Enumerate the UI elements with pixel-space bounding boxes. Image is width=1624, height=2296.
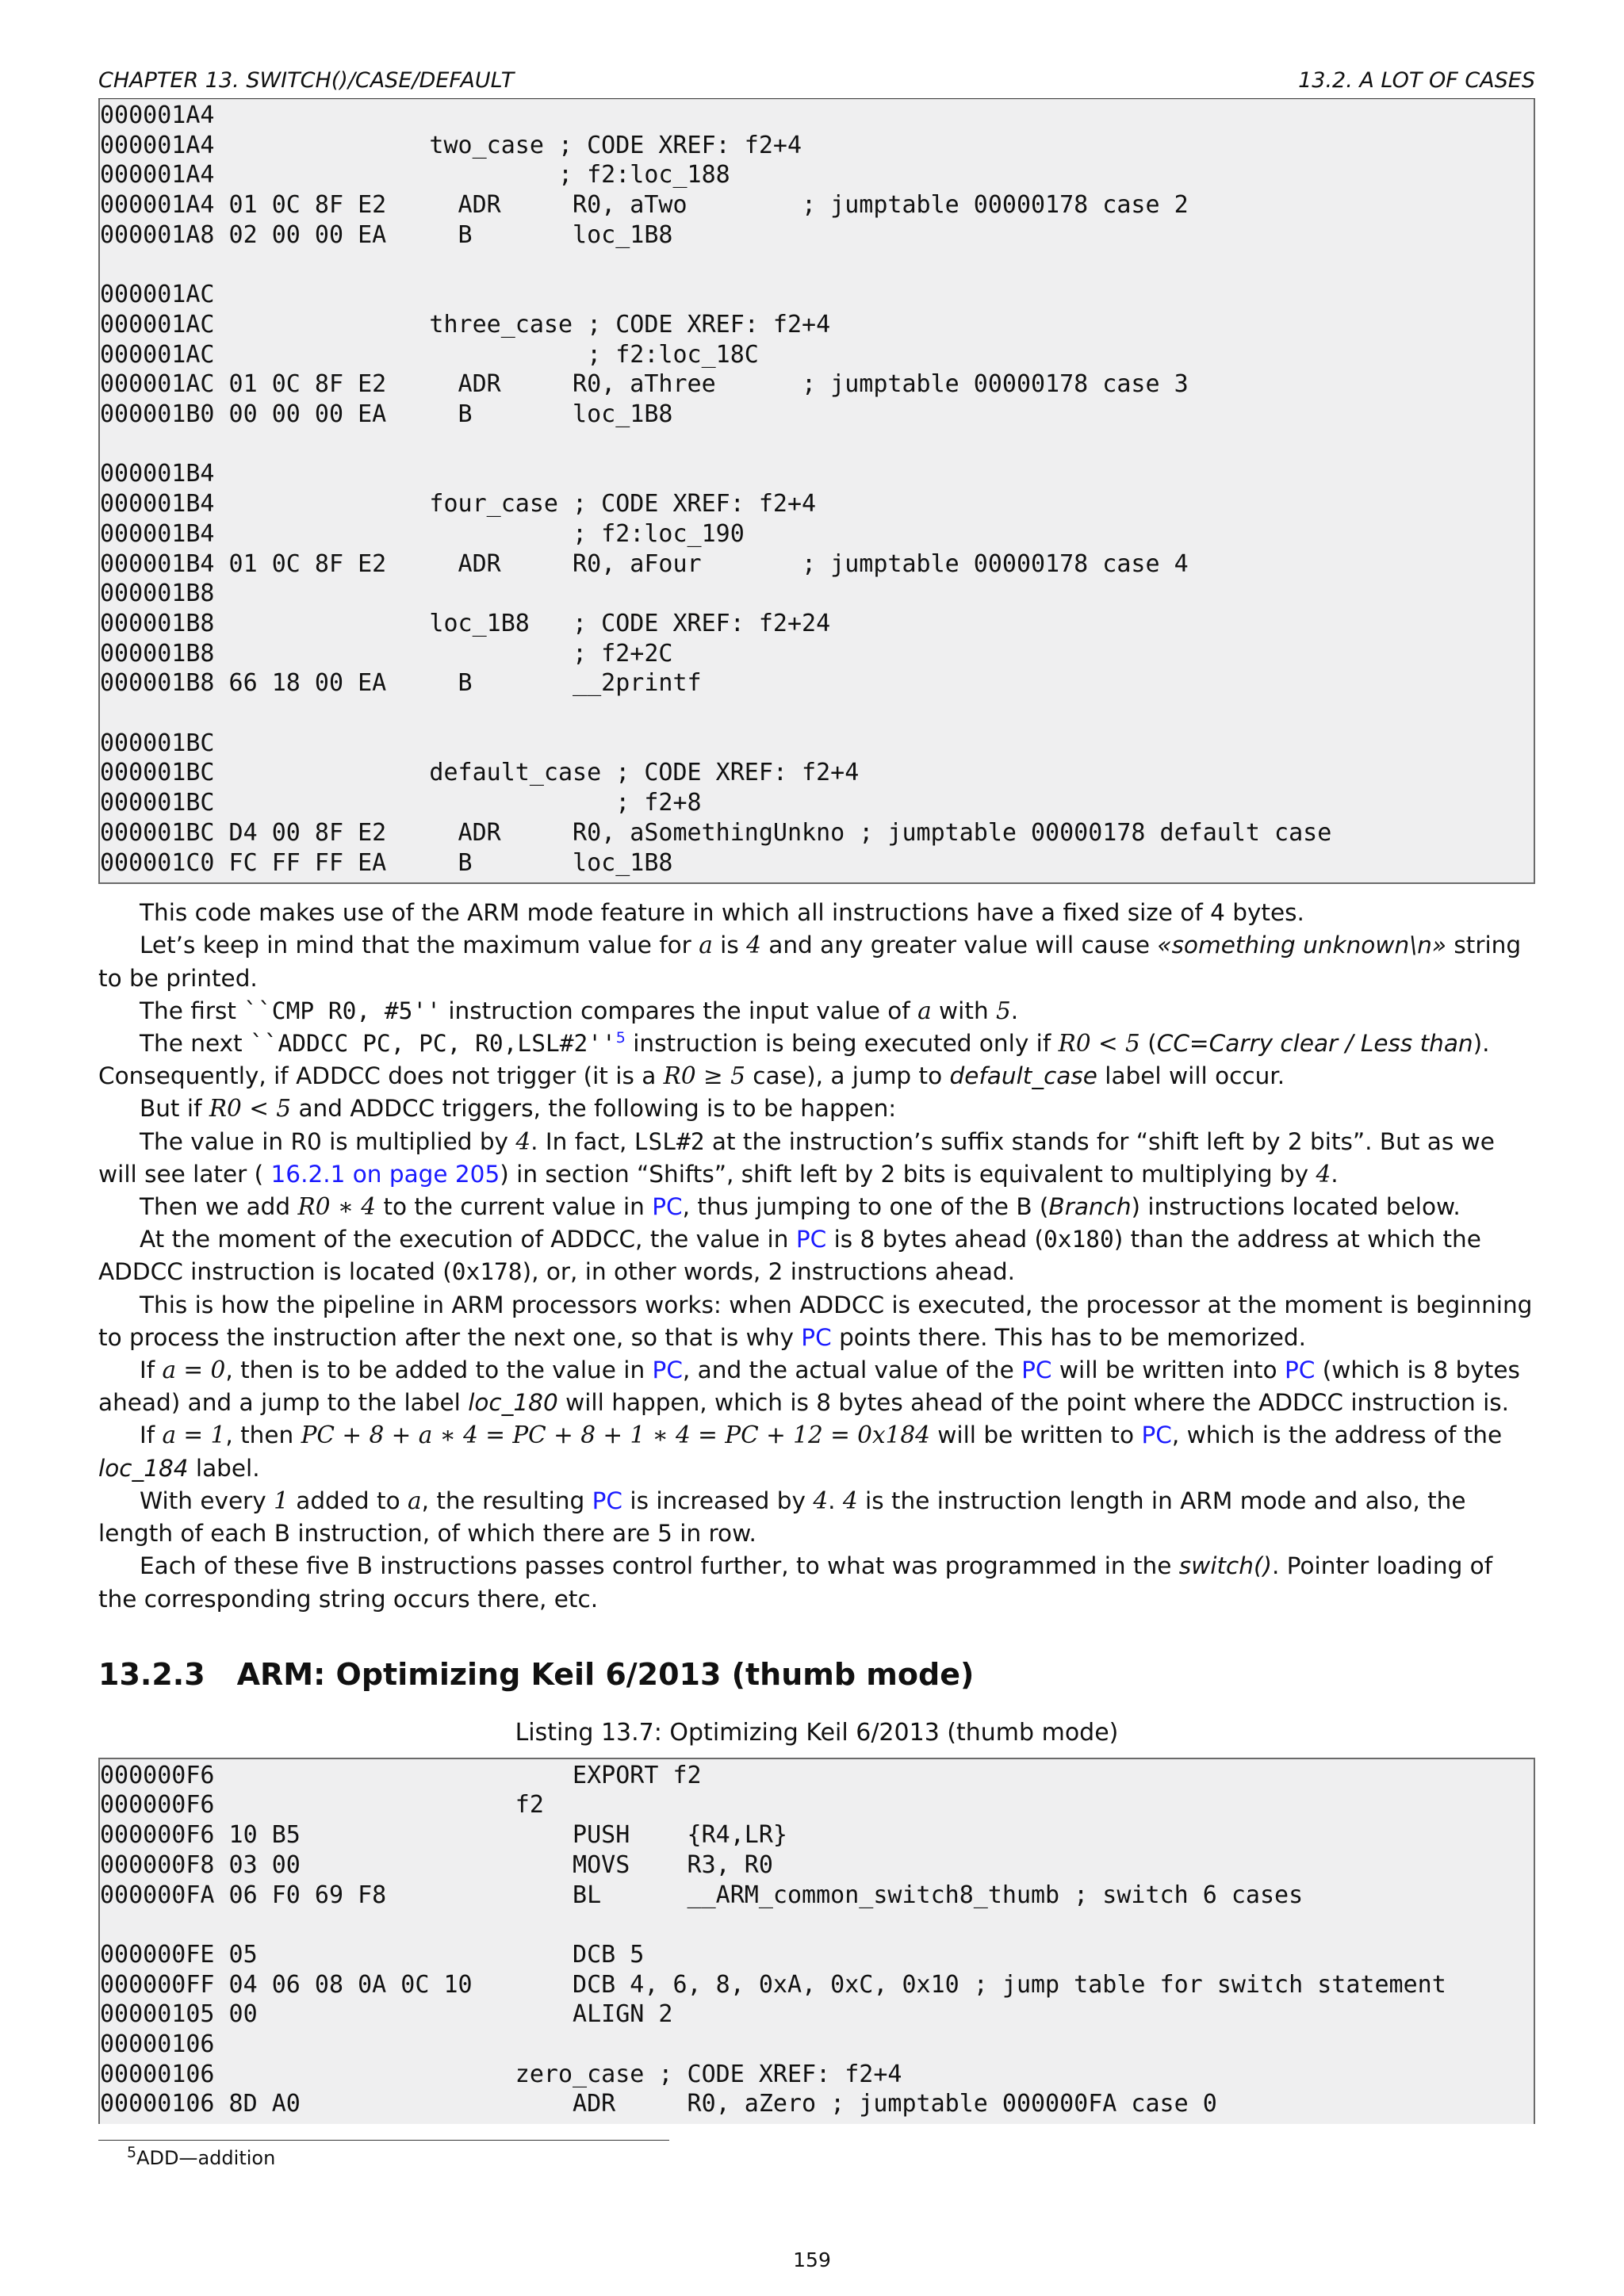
math-variable: a — [699, 932, 713, 959]
math-expression: R0 ≥ 5 — [663, 1062, 745, 1090]
text-run: ) than the address at which the ADDCC instruction is located ( — [98, 1226, 1481, 1286]
math-expression: PC + 8 + a ∗ 4 = PC + 8 + 1 ∗ 4 = PC + 12 = 0x184 — [301, 1422, 930, 1449]
text-run: with — [931, 997, 997, 1024]
code-line: 000000F6 EXPORT f2 — [100, 1761, 702, 1789]
paragraph — [98, 995, 1535, 1027]
section-title: ARM: Optimizing Keil 6/2013 (thumb mode) — [236, 1656, 975, 1692]
text-run: , thus jumping to one of the B ( — [682, 1193, 1049, 1221]
code-line: 000001B8 ; f2+2C — [100, 639, 673, 668]
text-run: at the instruction’s suffix stands for “shift left by 2 bits”. But as we will see later ( — [98, 1127, 1495, 1188]
footnote-mark: 5 — [127, 2144, 137, 2162]
inline-code: ``CMP R0, #5'' — [243, 997, 441, 1024]
glossary-link-pc[interactable]: PC — [652, 1193, 683, 1221]
code-line: 000001BC D4 00 8F E2 ADR R0, aSomethingUnkno ; jumptable 00000178 default case — [100, 818, 1332, 847]
section-heading — [98, 1657, 1535, 1692]
text-run: is — [712, 932, 747, 959]
paragraph — [98, 929, 1535, 994]
cross-reference-link[interactable]: 16.2.1 on page 205 — [270, 1160, 500, 1188]
listing-caption: Listing 13.7: Optimizing Keil 6/2013 (thumb mode) — [515, 1718, 1119, 1747]
emphasis: loc_184 — [98, 1454, 189, 1482]
footnote-text: ADD—addition — [136, 2147, 276, 2170]
code-line: 000001B8 66 18 00 EA B __2printf — [100, 669, 702, 698]
paragraph — [98, 1191, 1535, 1223]
emphasis: loc_180 — [468, 1389, 558, 1417]
text-run: ) instructions located below. — [1131, 1193, 1461, 1221]
text-run: will happen, which is 8 bytes ahead of the point where the ADDCC instruction is. — [557, 1389, 1510, 1417]
text-run: string to be printed. — [98, 932, 1522, 992]
text-run: But if — [140, 1095, 209, 1123]
code-line: 00000106 zero_case ; CODE XREF: f2+4 — [100, 2060, 902, 2088]
text-run: The next — [140, 1030, 250, 1058]
paragraph — [98, 1126, 1535, 1191]
text-run: This is how the pipeline in ARM processors works: when ADDCC is executed, the processor at the moment is beginning to process the instruction after the next one, so that is why — [98, 1291, 1533, 1351]
text-run: . — [1331, 1160, 1339, 1188]
glossary-link-pc[interactable]: PC — [1021, 1357, 1052, 1384]
page-number: 159 — [793, 2248, 831, 2271]
running-header — [98, 67, 1535, 99]
text-run: added to — [288, 1487, 408, 1514]
math-number: 4 — [746, 932, 761, 959]
code-line: 000000F6 f2 — [100, 1791, 544, 1820]
text-run: If — [140, 1357, 163, 1384]
math-expression: a = 0 — [162, 1357, 226, 1384]
code-line: 000001B8 loc_1B8 ; CODE XREF: f2+24 — [100, 609, 831, 637]
paragraph — [98, 1093, 1535, 1125]
text-run: , the resulting — [421, 1487, 592, 1514]
paragraph — [98, 1550, 1535, 1615]
code-line: 000001B4 — [100, 460, 215, 488]
math-expression: R0 < 5 — [1058, 1030, 1140, 1058]
emphasis: CC=Carry clear / Less than — [1156, 1030, 1473, 1058]
code-listing-arm — [98, 99, 1535, 884]
inline-code: 0x180 — [1043, 1226, 1114, 1253]
text-run: label. — [188, 1454, 260, 1482]
text-run: Each of these five B instructions passes control further, to what was programmed in the — [140, 1552, 1179, 1580]
code-line: 000000F8 03 00 MOVS R3, R0 — [100, 1850, 773, 1879]
text-run: The value in R0 is multiplied by — [140, 1127, 516, 1155]
emphasis: «something unknown\n» — [1157, 932, 1447, 959]
text-run: The first — [140, 997, 244, 1024]
glossary-link-pc[interactable]: PC — [801, 1323, 832, 1351]
text-run: (which is 8 bytes ahead) and a jump to the label — [98, 1357, 1520, 1417]
math-number: 4 — [813, 1487, 829, 1514]
text-run: will be written to — [929, 1422, 1142, 1449]
paragraph — [98, 1485, 1535, 1550]
text-run: ) in section “Shifts”, shift left by 2 bits is equivalent to multiplying by — [500, 1160, 1316, 1188]
text-run: . In fact, — [530, 1127, 634, 1155]
math-number: 5 — [996, 997, 1011, 1024]
code-line: 000001B0 00 00 00 EA B loc_1B8 — [100, 400, 673, 429]
code-line: 000001AC three_case ; CODE XREF: f2+4 — [100, 310, 831, 339]
document-page — [98, 67, 1535, 2169]
math-expression: a = 1 — [162, 1422, 226, 1449]
text-run: is the instruction length in ARM mode and also, the length of each B instruction, of which there are 5 in row. — [98, 1487, 1466, 1548]
math-number: 4 — [515, 1127, 531, 1155]
text-run: instruction compares the input value of — [440, 997, 918, 1024]
body-text — [98, 897, 1535, 1615]
code-line: 000000FE 05 DCB 5 — [100, 1940, 645, 1969]
glossary-link-pc[interactable]: PC — [652, 1357, 683, 1384]
text-run: case), a jump to — [745, 1062, 950, 1090]
text-run: will be written into — [1051, 1357, 1285, 1384]
inline-code: LSL#2 — [634, 1127, 705, 1155]
math-number: 4 — [1316, 1160, 1331, 1188]
code-line: 000001C0 FC FF FF EA B loc_1B8 — [100, 848, 673, 877]
code-line: 000001A4 — [100, 101, 215, 129]
code-listing-thumb — [98, 1758, 1535, 2124]
text-run: Then we add — [140, 1193, 298, 1221]
code-line: 000001AC — [100, 281, 215, 309]
glossary-link-pc[interactable]: PC — [592, 1487, 622, 1514]
code-line: 000001AC ; f2:loc_18C — [100, 340, 759, 369]
text-run: instruction is being executed only if — [625, 1030, 1059, 1058]
paragraph — [98, 1289, 1535, 1354]
emphasis: Branch — [1048, 1193, 1132, 1221]
text-run: Let’s keep in mind that the maximum value for — [140, 932, 699, 959]
text-run: . Pointer loading of the corresponding string occurs there, etc. — [98, 1552, 1493, 1613]
footnote-link[interactable]: 5 — [615, 1029, 626, 1047]
footnote-divider — [98, 2140, 669, 2141]
text-run: If — [140, 1422, 163, 1449]
code-line: 000001A4 two_case ; CODE XREF: f2+4 — [100, 131, 802, 159]
section-number: 13.2.3 — [98, 1656, 205, 1692]
code-line: 000000F6 10 B5 PUSH {R4,LR} — [100, 1821, 787, 1850]
text-run: . — [828, 1487, 843, 1514]
paragraph — [98, 1223, 1535, 1288]
text-run: label will occur. — [1097, 1062, 1285, 1090]
paragraph — [98, 1354, 1535, 1419]
code-line — [100, 430, 1526, 460]
text-run: , and the actual value of the — [682, 1357, 1022, 1384]
paragraph — [98, 1027, 1535, 1093]
code-line: 000001BC ; f2+8 — [100, 789, 702, 817]
math-number: 4 — [842, 1487, 858, 1514]
text-run: and ADDCC triggers, the following is to be happen: — [291, 1095, 897, 1123]
code-line: 000000FA 06 F0 69 F8 BL __ARM_common_switch8_thumb ; switch 6 cases — [100, 1881, 1304, 1909]
code-line: 000001A8 02 00 00 EA B loc_1B8 — [100, 220, 673, 249]
math-number: 1 — [274, 1487, 289, 1514]
text-run: to the current value in — [376, 1193, 653, 1221]
glossary-link-pc[interactable]: PC — [1141, 1422, 1172, 1449]
text-run: is increased by — [622, 1487, 814, 1514]
text-run: With every — [140, 1487, 274, 1514]
text-run: , which is the address of the — [1171, 1422, 1503, 1449]
code-line — [100, 1910, 1526, 1940]
inline-code: ``ADDCC PC, PC, R0,LSL#2'' — [249, 1030, 616, 1058]
math-expression: R0 ∗ 4 — [297, 1193, 377, 1221]
text-run: This code makes use of the ARM mode feature in which all instructions have a fixed size of 4 bytes. — [140, 899, 1304, 927]
emphasis: switch() — [1178, 1552, 1272, 1580]
code-line: 000001A4 ; f2:loc_188 — [100, 161, 730, 189]
text-run: ), or, in other words, 2 instructions ahead. — [522, 1258, 1016, 1286]
code-line: 000001BC default_case ; CODE XREF: f2+4 — [100, 759, 860, 787]
header-chapter: CHAPTER 13. SWITCH()/CASE/DEFAULT — [98, 68, 515, 93]
math-variable: a — [917, 997, 932, 1024]
text-run: points there. This has to be memorized. — [831, 1323, 1306, 1351]
code-line: 000001B4 ; f2:loc_190 — [100, 519, 745, 548]
inline-code: 0x178 — [451, 1258, 523, 1286]
text-run: , then is to be added to the value in — [225, 1357, 653, 1384]
code-line: 00000106 — [100, 2030, 215, 2059]
footnote — [127, 2144, 1535, 2170]
text-run: is 8 bytes ahead ( — [826, 1226, 1044, 1253]
code-line: 000001B8 — [100, 580, 215, 608]
glossary-link-pc[interactable]: PC — [795, 1226, 827, 1253]
text-run: At the moment of the execution of ADDCC, the value in — [140, 1226, 796, 1253]
code-line: 000000FF 04 06 08 0A 0C 10 DCB 4, 6, 8, 0xA, 0xC, 0x10 ; jump table for switch statement — [100, 1970, 1446, 1999]
code-line: 00000106 8D A0 ADR R0, aZero ; jumptable 000000FA case 0 — [100, 2090, 1217, 2118]
code-line: 000001B4 four_case ; CODE XREF: f2+4 — [100, 490, 817, 519]
paragraph — [98, 1419, 1535, 1484]
code-line — [100, 698, 1526, 729]
code-line: 000001BC — [100, 729, 215, 757]
text-run: ). Consequently, if ADDCC does not trigger (it is a — [98, 1030, 1490, 1090]
text-run: , then — [225, 1422, 301, 1449]
emphasis: default_case — [949, 1062, 1097, 1090]
text-run: ( — [1139, 1030, 1157, 1058]
code-line: 000001A4 01 0C 8F E2 ADR R0, aTwo ; jumptable 00000178 case 2 — [100, 191, 1189, 220]
code-line: 000001AC 01 0C 8F E2 ADR R0, aThree ; jumptable 00000178 case 3 — [100, 370, 1189, 399]
text-run: . — [1010, 997, 1019, 1024]
text-run: and any greater value will cause — [760, 932, 1158, 959]
math-variable: a — [408, 1487, 422, 1514]
math-expression: R0 < 5 — [209, 1095, 292, 1123]
code-line — [100, 251, 1526, 281]
code-line: 000001B4 01 0C 8F E2 ADR R0, aFour ; jumptable 00000178 case 4 — [100, 549, 1189, 578]
code-line: 00000105 00 ALIGN 2 — [100, 2000, 673, 2029]
paragraph — [98, 897, 1535, 929]
glossary-link-pc[interactable]: PC — [1284, 1357, 1316, 1384]
header-section: 13.2. A LOT OF CASES — [1298, 68, 1535, 93]
